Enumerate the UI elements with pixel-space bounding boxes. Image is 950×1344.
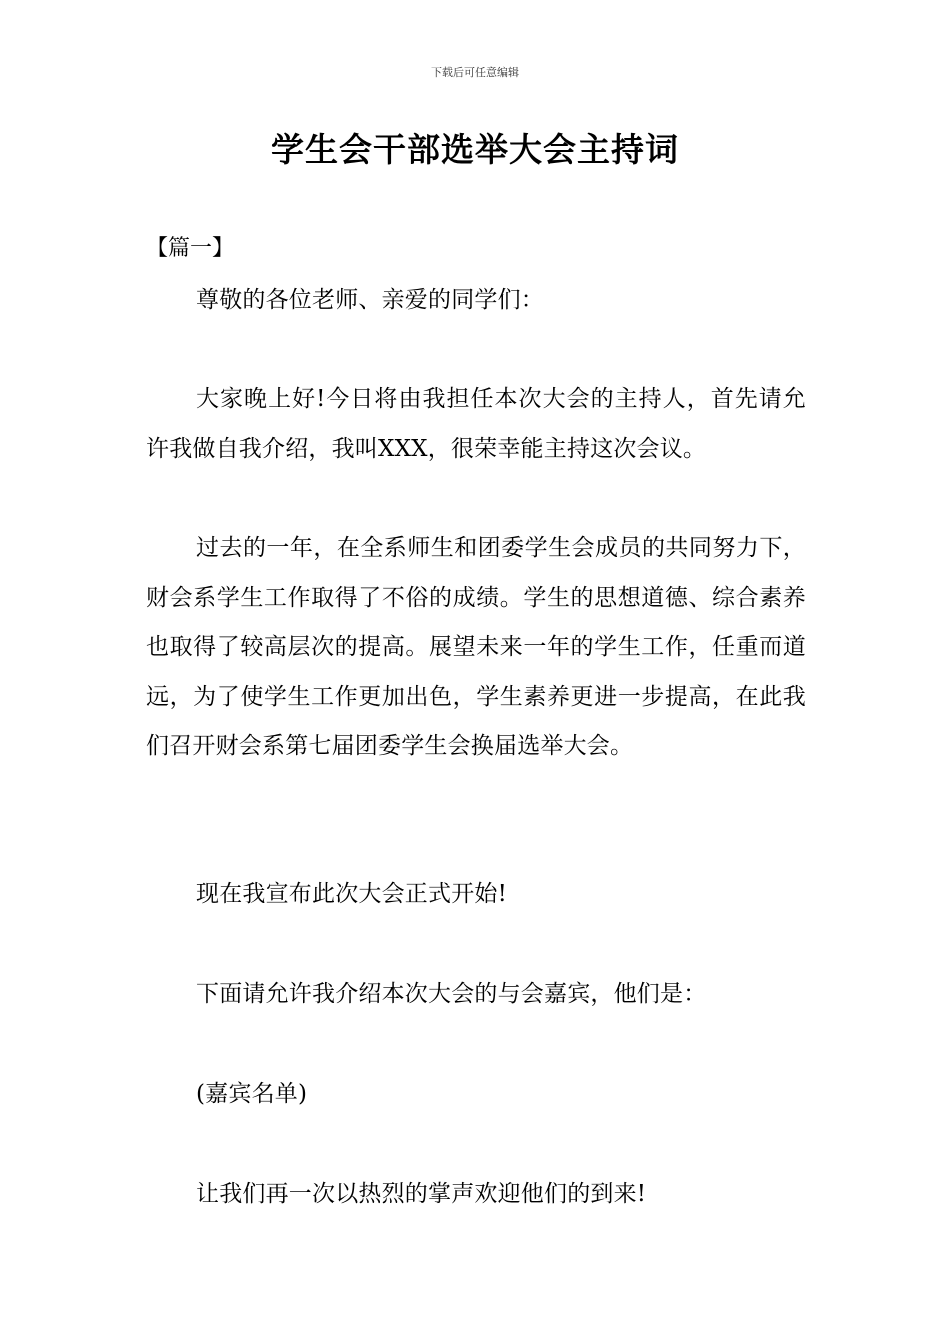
paragraph-guest-list: (嘉宾名单) — [196, 1081, 308, 1107]
document-title: 学生会干部选举大会主持词 — [271, 130, 679, 169]
paragraph-greeting: 尊敬的各位老师、亲爱的同学们： — [196, 287, 544, 313]
header-note: 下载后可任意编辑 — [431, 66, 519, 79]
paragraph-review: 过去的一年，在全系师生和团委学生会成员的共同努力下，财会系学生工作取得了不俗的成绩。学生的思想道德、综合素养也取得了较高层次的提高。展望未来一年的学生工作，任重而道远，为了使学生工作更加出色，学生素养更进一步提高，在此我们召开财会系第七届团委学生会换届选举大会。 — [146, 535, 806, 759]
paragraph-opening: 现在我宣布此次大会正式开始! — [196, 881, 508, 907]
section-label: 【篇一】 — [146, 236, 235, 261]
paragraph-introduction: 大家晚上好!今日将由我担任本次大会的主持人，首先请允许我做自我介绍，我叫XXX，很荣幸能主持这次会议。 — [146, 386, 806, 462]
paragraph-welcome: 让我们再一次以热烈的掌声欢迎他们的到来! — [196, 1181, 647, 1207]
paragraph-guests-intro: 下面请允许我介绍本次大会的与会嘉宾，他们是： — [196, 981, 707, 1007]
